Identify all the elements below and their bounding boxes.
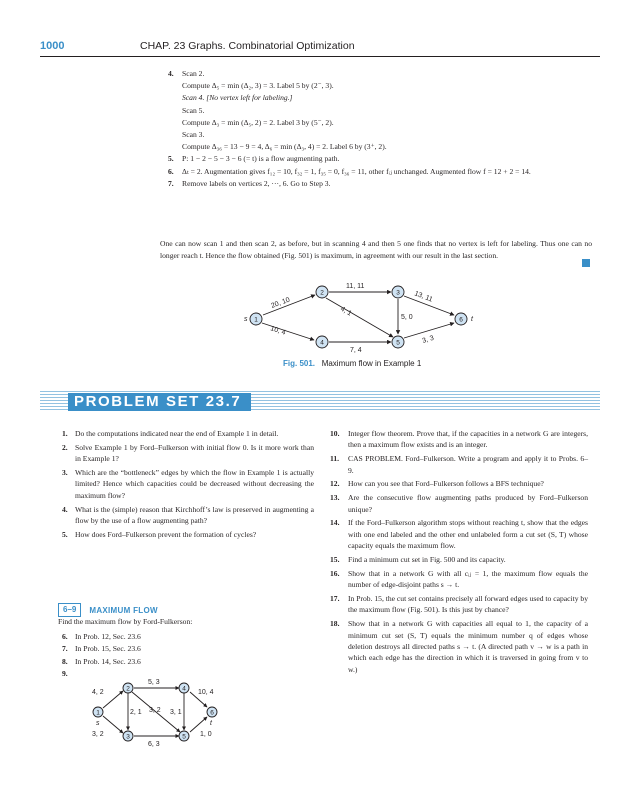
step-row: Compute Δ₃ = min (Δ₅, 2) = 2. Label 3 by (5⁻, 2). [182,117,334,127]
figure-caption-text: Maximum flow in Example 1 [321,359,422,368]
step-row: Scan 4. [No vertex left for labeling.] [182,93,293,103]
problem-item: 4. What is the (simple) reason that Kirchhoff’s law is preserved in augmenting a flow by the use of a flow augmenting path? [62,504,314,526]
header-rule [40,56,600,57]
edge-label-2-4: 5, 3 [148,679,160,686]
end-of-example-marker [582,259,590,267]
problem-9-network [88,672,228,748]
step-row: 5. P: 1 − 2 − 5 − 3 − 6 (= t) is a flow augmenting path. [168,154,340,164]
section-heading [58,603,158,617]
problem-item: 18. Show that in a network G with capacities all equal to 1, the capacity of a minimum cut set (S, T) equals the minimum number q of edges whose deletion destroys all directed paths s → t. (A directed path v → w is a path in which each edge has the direction in which it is traversed in going from v to w.) [330,619,588,674]
step-row: Scan 3. [182,130,205,140]
node-5-label: 5 [182,733,186,741]
algorithm-steps [168,68,608,190]
edge-label-4-5: 3, 1 [170,709,182,716]
problem-item: 9. [62,669,68,679]
problems-left-column [62,428,314,543]
node-4-label: 4 [320,339,324,347]
problems-right-column [330,428,588,678]
figure-501-caption [283,359,421,368]
step-row: 7. Remove labels on vertices 2, ···, 6. Go to Step 3. [168,178,331,188]
source-label: s [244,316,248,323]
node-1-label: 1 [254,316,258,324]
node-6-label: 6 [210,709,214,717]
node-3-label: 3 [126,733,130,741]
problem-item: 7. In Prob. 15, Sec. 23.6 [62,644,141,654]
node-1-label: 1 [96,709,100,717]
node-2-label: 2 [320,289,324,297]
edge-label-4-6: 10, 4 [198,689,214,696]
problem-item: 8. In Prob. 14, Sec. 23.6 [62,656,141,666]
source-label: s [96,720,100,727]
problem-item: 17. In Prob. 15, the cut set contains precisely all forward edges used to capacity by the maximum flow (Fig. 501). Is this just by chance? [330,594,588,615]
edge-label-3-5: 5, 0 [401,314,413,321]
problem-set-title: PROBLEM SET 23.7 [68,393,251,411]
node-4-label: 4 [182,685,186,693]
section-intro: Find the maximum flow by Ford-Fulkerson: [58,617,193,626]
problem-item: 1. Do the computations indicated near the end of Example 1 in detail. [62,429,279,438]
problem-item: 11. CAS PROBLEM. Ford–Fulkerson. Write a program and apply it to Probs. 6–9. [330,454,588,475]
edge-label-5-6: 3, 3 [421,334,435,345]
step-row: Compute Δ₅ = min (Δ₂, 3) = 3. Label 5 by (2⁻, 3). [182,81,334,91]
problem-item: 15. Find a minimum cut set in Fig. 500 and its capacity. [330,555,506,565]
sink-label: t [471,316,473,323]
edge-5-6 [190,717,207,732]
section-range: 6–9 [58,603,81,617]
edge-label-1-4: 10, 4 [269,325,287,337]
step-row: 6. Δₜ = 2. Augmentation gives f₁₂ = 10, f₃₂ = 1, f₃₅ = 0, f₃₆ = 11, other fᵢⱼ unchanged. Augmented flow f = 12 + 2 = 14. [168,166,531,176]
edge-label-5-6: 1, 0 [200,731,212,738]
figure-501-network [240,280,480,360]
node-3-label: 3 [396,289,400,297]
edge-label-1-3: 3, 2 [92,731,104,738]
edge-label-3-6: 13, 11 [413,290,434,304]
edge-label-1-2: 4, 2 [92,689,104,696]
problem-item: 14. If the Ford–Fulkerson algorithm stops without reaching t, show that the edges with one end labeled and the other end unlabeled form a cut set (S, T) whose capacity equals the maximum flow. [330,518,588,551]
problem-item: 3. Which are the “bottleneck” edges by which the flow in Example 1 is actually limited? Hence which capacities could be decreased without decreasing the maximum flow? [62,468,314,500]
edge-label-2-5: 4, 1 [339,305,353,318]
problem-item: 12. How can you see that Ford–Fulkerson follows a BFS technique? [330,479,544,489]
node-6-label: 6 [459,316,463,324]
problem-item: 6. In Prob. 12, Sec. 23.6 [62,632,141,641]
section-name: MAXIMUM FLOW [89,605,158,615]
edge-label-3-5: 6, 3 [148,741,160,748]
sink-label: t [210,720,212,727]
edge-label-2-3: 11, 11 [346,283,365,290]
edge-1-2 [103,691,123,708]
step-row: Compute Δ₃₆ = 13 − 9 = 4, Δ₆ = min (Δ₃, 4) = 2. Label 6 by (3⁺, 2). [182,142,387,152]
problem-item: 16. Show that in a network G with all cᵢⱼ = 1, the maximum flow equals the number of edge-disjoint paths s → t. [330,568,588,590]
step-row: Scan 5. [182,105,205,115]
edge-label-2-3: 2, 1 [130,709,142,716]
problem-item: 13. Are the consecutive flow augmenting paths produced by Ford–Fulkerson unique? [330,493,588,514]
chapter-heading: CHAP. 23 Graphs. Combinatorial Optimization [140,40,355,52]
edge-label-4-5: 7, 4 [350,347,362,354]
problem-item: 2. Solve Example 1 by Ford–Fulkerson with initial flow 0. Is it more work than in Example 1? [62,442,314,464]
page-number: 1000 [40,40,65,52]
problem-item: 5. How does Ford–Fulkerson prevent the formation of cycles? [62,529,257,539]
edge-1-3 [103,716,123,733]
figure-caption-label: Fig. 501. [283,359,316,368]
node-2-label: 2 [126,685,130,693]
step-row: 4. Scan 2. [168,69,205,78]
problem-item: 10. Integer flow theorem. Prove that, if the capacities in a network G are integers, then a maximum flow exists and is an integer. [330,429,588,450]
edge-label-2-5: 3, 2 [149,707,161,714]
edge-label-1-2: 20, 10 [270,296,291,310]
node-5-label: 5 [396,339,400,347]
conclusion-paragraph: One can now scan 1 and then scan 2, as before, but in scanning 4 and then 5 one finds that no vertex is left for labeling. Thus one can no longer reach t. Hence the flow obtained (Fig. 501) is maximum, in agreement with our result in the last section. [160,239,592,260]
edge-2-5 [326,298,393,337]
